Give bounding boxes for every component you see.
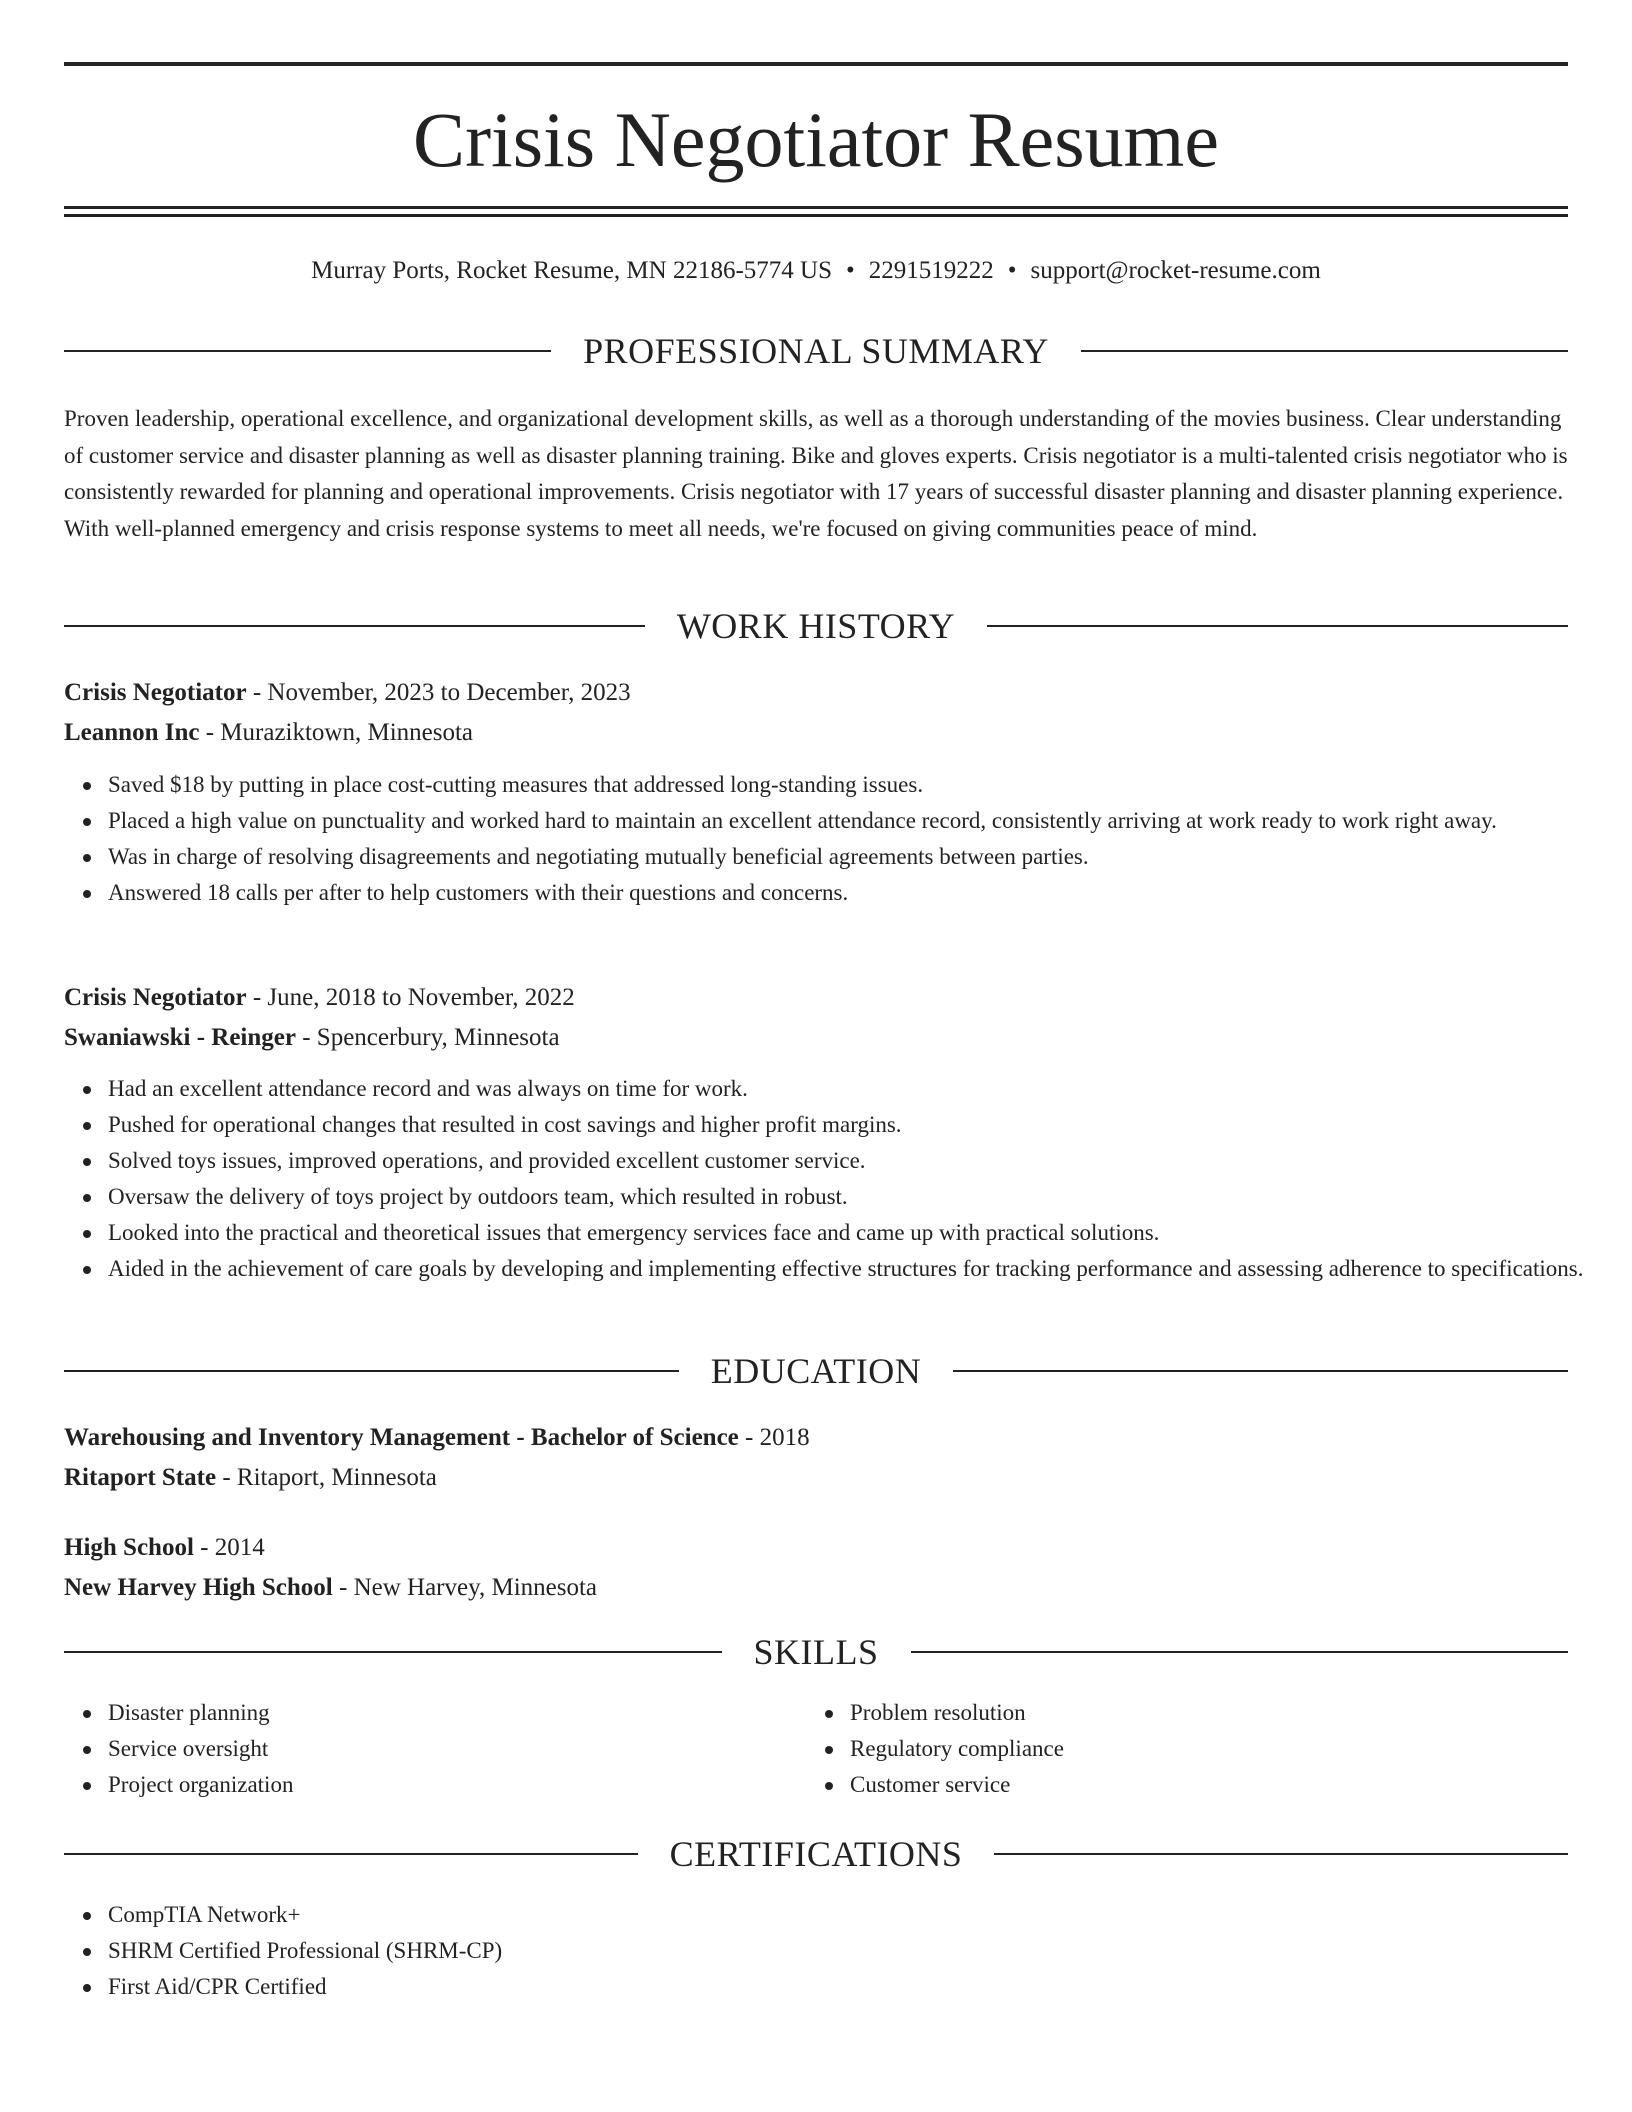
job-dates: - June, 2018 to November, 2022 <box>246 984 575 1011</box>
job-title-line <box>64 673 1568 713</box>
section-header-skills <box>64 1630 1568 1674</box>
education-school-line <box>64 1458 1568 1498</box>
job-dates: - November, 2023 to December, 2023 <box>246 679 631 706</box>
education-school: Ritaport State <box>64 1464 217 1491</box>
job-location: - Muraziktown, Minnesota <box>199 719 474 746</box>
skills-list-right <box>806 1695 1632 1803</box>
job-entry <box>64 978 1568 1058</box>
top-rule <box>64 62 1568 66</box>
education-school-line <box>64 1568 1568 1608</box>
skill-item: Project organization <box>108 1767 1612 1803</box>
section-header-work <box>64 604 1568 648</box>
section-title: WORK HISTORY <box>676 606 956 646</box>
list-item: Pushed for operational changes that resulted in cost savings and higher profit margins. <box>108 1107 1612 1143</box>
list-item: Oversaw the delivery of toys project by outdoors team, which resulted in robust. <box>108 1179 1612 1215</box>
job-bullets <box>64 1071 1612 1287</box>
job-entry <box>64 673 1568 753</box>
education-degree-line <box>64 1418 1568 1458</box>
contact-separator: • <box>1007 257 1017 284</box>
job-title: Crisis Negotiator <box>64 984 247 1011</box>
education-school: New Harvey High School <box>64 1574 333 1601</box>
skill-item: Problem resolution <box>850 1695 1632 1731</box>
education-entry <box>64 1418 1568 1498</box>
certification-item: First Aid/CPR Certified <box>108 1969 1612 2005</box>
list-item: Looked into the practical and theoretical issues that emergency services face and came up with practical solutions. <box>108 1215 1612 1251</box>
education-year: - 2018 <box>738 1424 810 1451</box>
section-rule <box>994 1853 1568 1855</box>
section-title: EDUCATION <box>710 1351 922 1391</box>
job-location: - Spencerbury, Minnesota <box>295 1024 560 1051</box>
contact-address: Murray Ports, Rocket Resume, MN 22186-5774 US <box>311 257 832 284</box>
job-company: Leannon Inc <box>64 719 200 746</box>
education-degree: High School <box>64 1534 194 1561</box>
section-rule <box>64 350 551 352</box>
education-year: - 2014 <box>193 1534 265 1561</box>
list-item: Aided in the achievement of care goals by developing and implementing effective structures for tracking performance and assessing adherence to specifications. <box>108 1251 1612 1287</box>
job-company: Swaniawski - Reinger <box>64 1024 296 1051</box>
education-location: - New Harvey, Minnesota <box>332 1574 598 1601</box>
title-rule-lower <box>64 214 1568 217</box>
education-degree-line <box>64 1528 1568 1568</box>
job-company-line <box>64 713 1568 753</box>
list-item: Saved $18 by putting in place cost-cutting measures that addressed long-standing issues. <box>108 767 1612 803</box>
education-degree: Warehousing and Inventory Management - Bachelor of Science <box>64 1424 739 1451</box>
section-rule <box>64 1853 638 1855</box>
job-title-line <box>64 978 1568 1018</box>
section-header-summary <box>64 329 1568 373</box>
job-title: Crisis Negotiator <box>64 679 247 706</box>
skill-item: Regulatory compliance <box>850 1731 1632 1767</box>
section-header-certifications <box>64 1832 1568 1876</box>
summary-text: Proven leadership, operational excellence, and organizational development skills, as well as a thorough understanding of the movies business. Clear understanding of customer service and disaster planning as well as disaster planning training. Bike and gloves experts. Crisis negotiator is a multi-talented crisis negotiator who is consistently rewarded for planning and operational improvements. Crisis negotiator with 17 years of successful disaster planning and disaster planning experience. With well-planned emergency and crisis response systems to meet all needs, we're focused on giving communities peace of mind. <box>64 406 1568 541</box>
section-title: SKILLS <box>753 1632 879 1672</box>
list-item: Was in charge of resolving disagreements and negotiating mutually beneficial agreements between parties. <box>108 839 1612 875</box>
contact-line <box>64 255 1568 287</box>
contact-phone: 2291519222 <box>868 257 994 284</box>
contact-email[interactable]: support@rocket-resume.com <box>1030 257 1321 284</box>
section-header-education <box>64 1349 1568 1393</box>
list-item: Solved toys issues, improved operations, and provided excellent customer service. <box>108 1143 1612 1179</box>
section-rule <box>64 1651 722 1653</box>
page-title: Crisis Negotiator Resume <box>413 96 1219 183</box>
certifications-list <box>64 1897 1612 2005</box>
section-rule <box>911 1651 1569 1653</box>
section-rule <box>64 1370 679 1372</box>
job-company-line <box>64 1018 1568 1058</box>
education-entry <box>64 1528 1568 1608</box>
list-item: Had an excellent attendance record and was always on time for work. <box>108 1071 1612 1107</box>
section-rule <box>953 1370 1568 1372</box>
section-title: CERTIFICATIONS <box>669 1834 963 1874</box>
section-rule <box>1081 350 1568 352</box>
list-item: Answered 18 calls per after to help customers with their questions and concerns. <box>108 875 1612 911</box>
certification-item: SHRM Certified Professional (SHRM-CP) <box>108 1933 1612 1969</box>
skill-item: Disaster planning <box>108 1695 1612 1731</box>
contact-separator: • <box>845 257 855 284</box>
skill-item: Service oversight <box>108 1731 1612 1767</box>
section-title: PROFESSIONAL SUMMARY <box>583 331 1049 371</box>
section-rule <box>987 625 1568 627</box>
section-rule <box>64 625 645 627</box>
list-item: Placed a high value on punctuality and worked hard to maintain an excellent attendance record, consistently arriving at work ready to work right away. <box>108 803 1612 839</box>
skill-item: Customer service <box>850 1767 1632 1803</box>
title-rule-upper <box>64 206 1568 209</box>
job-bullets <box>64 767 1612 911</box>
education-location: - Ritaport, Minnesota <box>216 1464 437 1491</box>
certification-item: CompTIA Network+ <box>108 1897 1612 1933</box>
